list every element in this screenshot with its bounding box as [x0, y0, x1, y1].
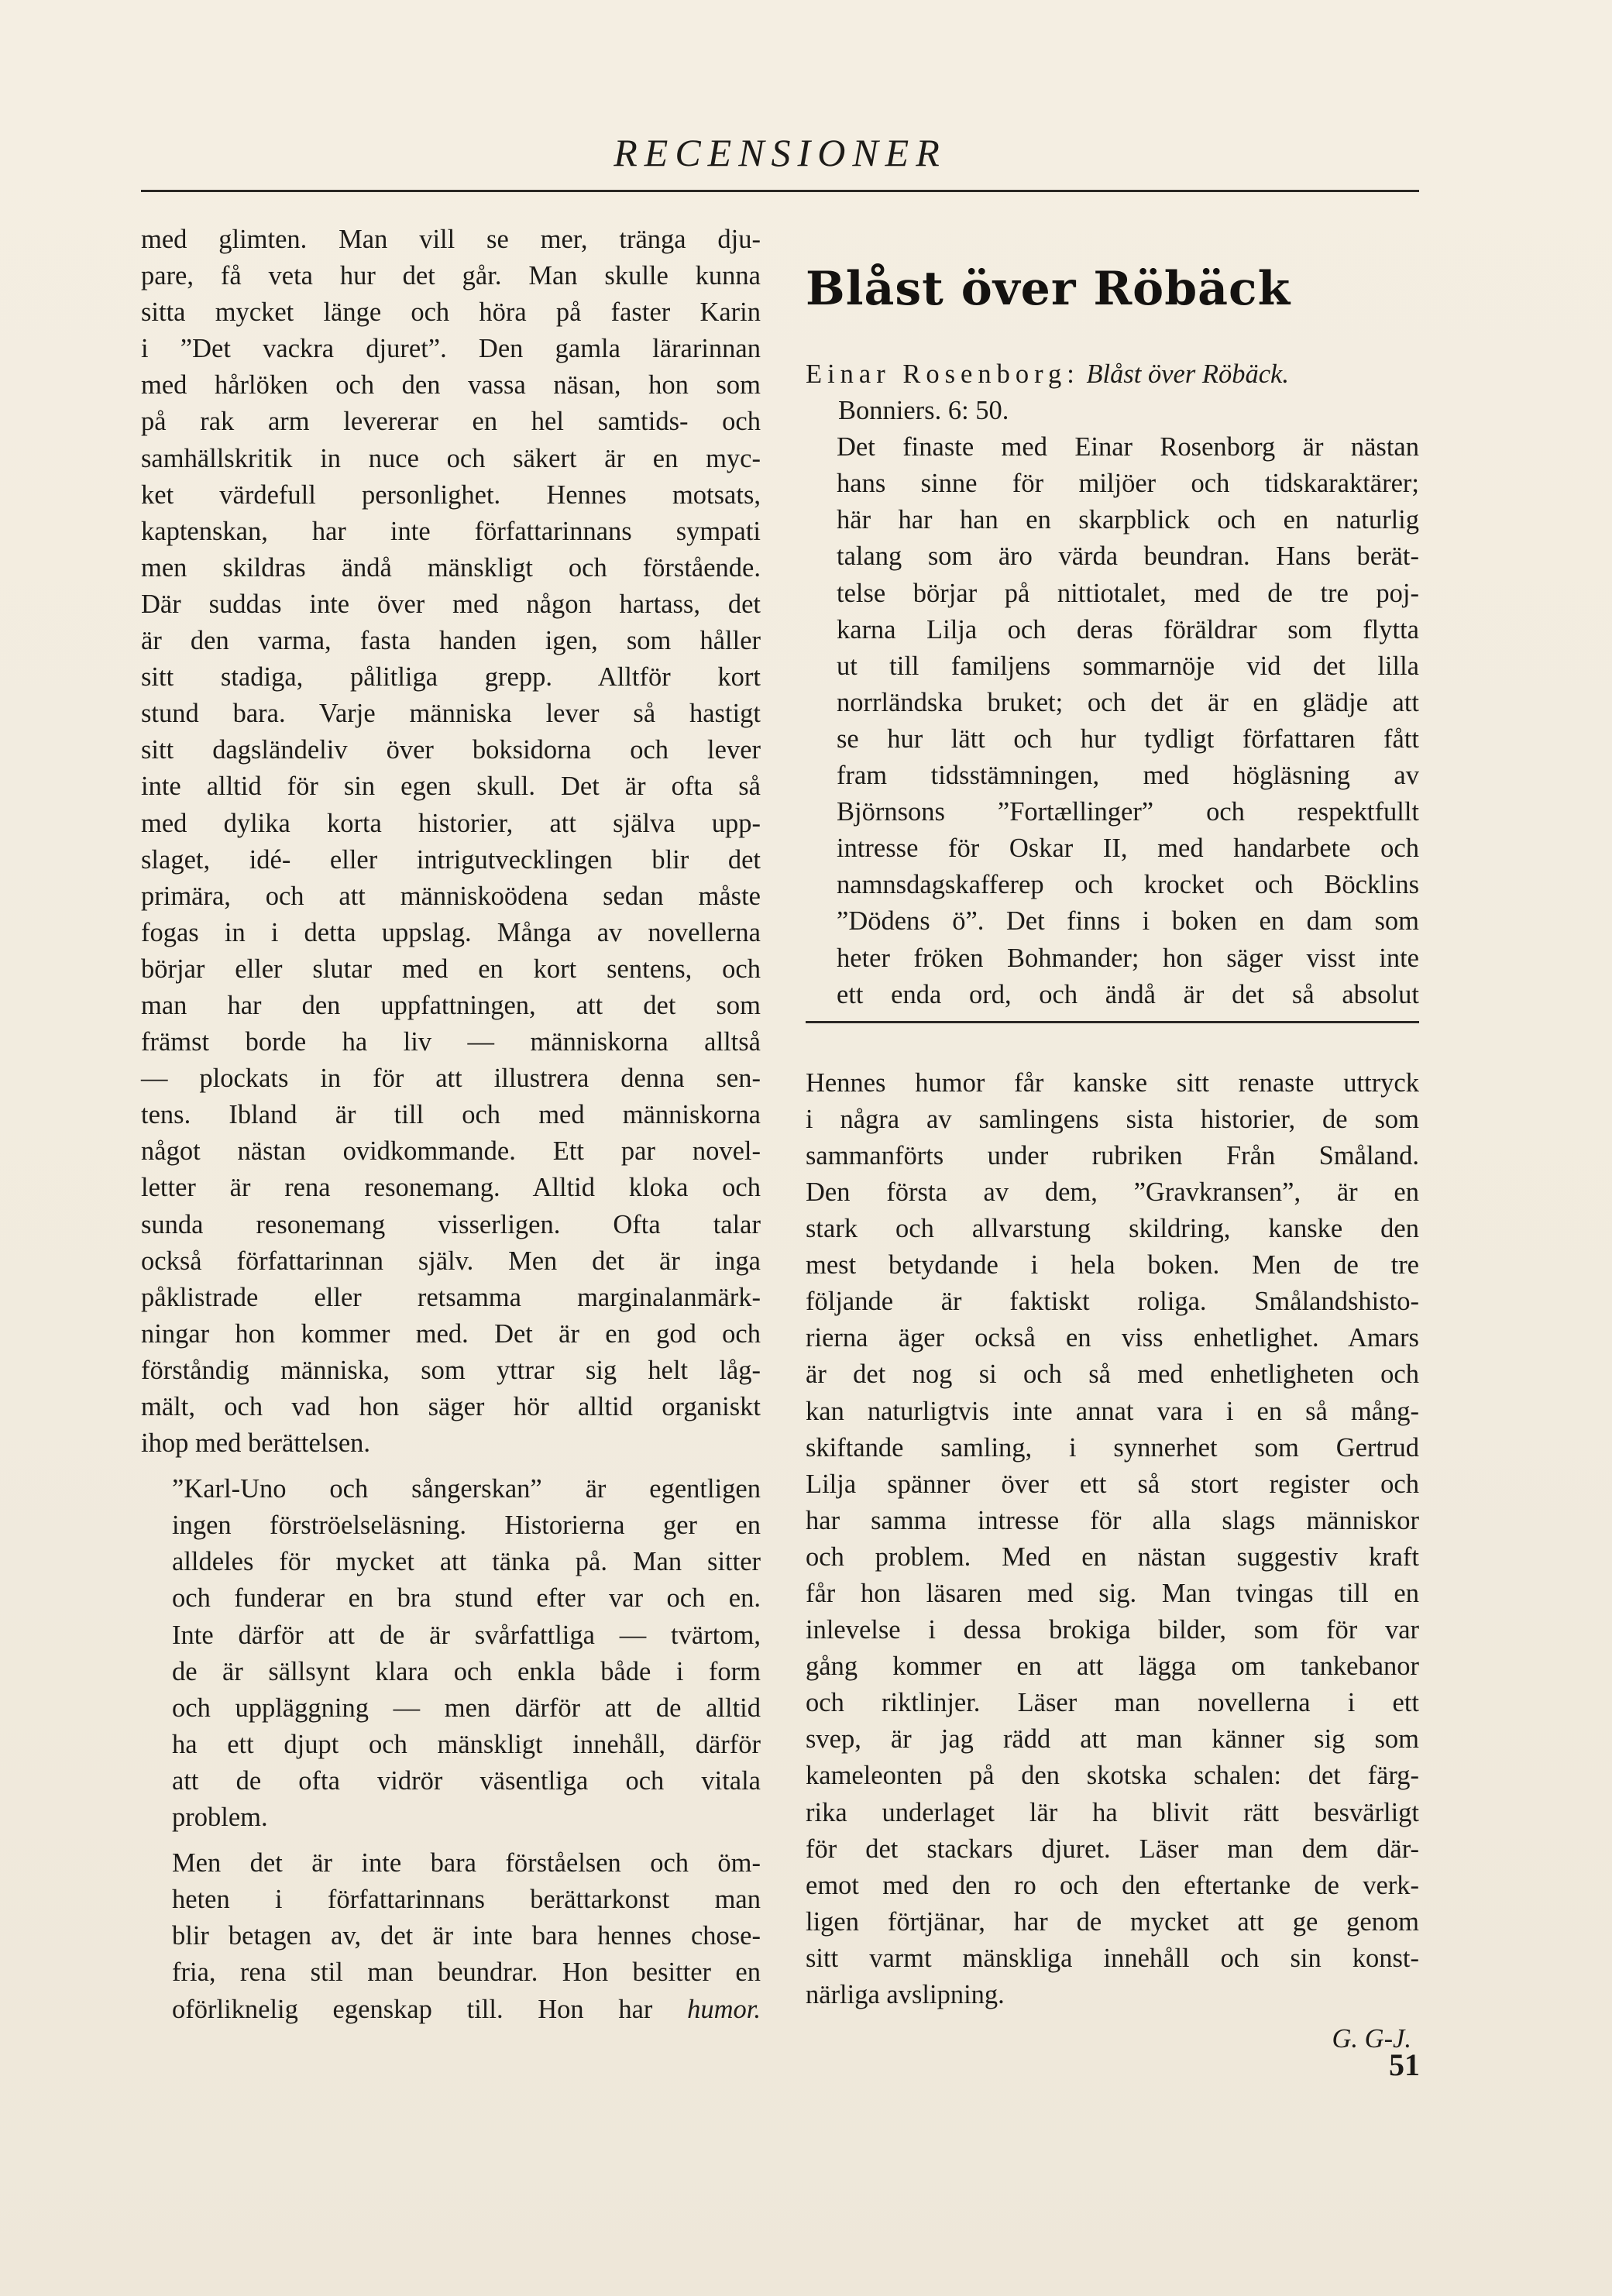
text-line: kaptenskan, har inte författarinnans sympati — [141, 516, 761, 546]
text-line: ligen förtjänar, har de mycket att ge genom — [806, 1906, 1419, 1937]
text-line: men skildras ändå mänskligt och förstående. — [141, 552, 761, 583]
text-line: kameleonten på den skotska schalen: det färg- — [806, 1761, 1419, 1791]
final-line — [141, 1992, 761, 2028]
right-column — [806, 222, 1419, 2057]
header-rule — [141, 190, 1419, 192]
text-line: och riktlinjer. Läser man novellerna i ett — [806, 1688, 1419, 1718]
review-paragraph — [806, 429, 1419, 1013]
text-line: intresse för Oskar II, med handarbete och — [837, 834, 1419, 864]
text-line: ”Dödens ö”. Det finns i boken en dam som — [837, 906, 1419, 937]
text-line: något nästan ovidkommande. Ett par novel- — [141, 1136, 761, 1167]
text-line: med hårlöken och den vassa näsan, hon som — [141, 370, 761, 400]
text-line: ihop med berättelsen. — [141, 1428, 371, 1459]
page-number: 51 — [1389, 2047, 1420, 2082]
text-line: ket värdefull personlighet. Hennes motsats, — [141, 479, 761, 510]
text-line: letter är rena resonemang. Alltid kloka och — [141, 1173, 761, 1203]
column-divider-rule — [806, 1021, 1419, 1023]
text-line: kan naturligtvis inte annat vara i en så mång- — [806, 1396, 1419, 1426]
text-line: tens. Ibland är till och med människorna — [141, 1100, 761, 1130]
text-line: Där suddas inte över med någon hartass, det — [141, 589, 761, 619]
running-head: RECENSIONER — [614, 131, 947, 174]
text-line: att de ofta vidrör väsentliga och vitala — [172, 1765, 761, 1796]
continued-paragraph — [806, 1065, 1419, 2013]
text-line: i ”Det vackra djuret”. Den gamla lärarinnan — [141, 334, 761, 364]
text-line: sitt stadiga, pålitliga grepp. Alltför kort — [141, 662, 761, 693]
text-line: Lilja spänner över ett så stort register och — [806, 1469, 1419, 1499]
text-line: inte alltid för sin egen skull. Det är ofta så — [141, 772, 761, 802]
text-line: ”Karl-Uno och sångerskan” är egentligen — [172, 1474, 761, 1504]
text-line: heten i författarinnans berättarkonst man — [172, 1885, 761, 1915]
text-line: börjar eller slutar med en kort sentens, och — [141, 954, 761, 984]
text-line: samhällskritik in nuce och säkert är en myc- — [141, 443, 761, 473]
text-line: i några av samlingens sista historier, de som — [806, 1104, 1419, 1134]
citation-book-title: Blåst över Röbäck. — [1086, 359, 1289, 389]
left-paragraph-2 — [141, 1471, 761, 1836]
text-line: alldeles för mycket att tänka på. Man sitter — [172, 1547, 761, 1577]
text-line: följande är faktiskt roliga. Smålandshisto- — [806, 1287, 1419, 1317]
left-paragraph-1 — [141, 222, 761, 1462]
text-line: rika underlaget lär ha blivit rätt besvärligt — [806, 1797, 1419, 1827]
text-line: Björnsons ”Fortællinger” och respektfullt — [837, 797, 1419, 827]
text-line: ett enda ord, och ändå är det så absolut — [837, 979, 1419, 1009]
humor-emphasis: humor. — [687, 1994, 761, 2024]
text-line: sitta mycket länge och höra på faster Karin — [141, 297, 761, 328]
text-line: namnsdagskafferep och krocket och Böcklins — [837, 870, 1419, 900]
text-line: mält, och vad hon säger hör alltid organiskt — [141, 1392, 761, 1421]
left-paragraph-3 — [141, 1845, 761, 2027]
text-line: ingen förströelseläsning. Historierna ger en — [172, 1511, 761, 1541]
text-line: sitt varmt mänskliga innehåll och sin konst- — [806, 1943, 1419, 1973]
text-line: svep, är jag rädd att man känner sig som — [806, 1724, 1419, 1755]
text-line: fria, rena stil man beundrar. Hon besitter en — [172, 1957, 761, 1988]
text-line: blir betagen av, det är inte bara hennes chose- — [172, 1921, 761, 1951]
text-line: problem. — [172, 1803, 268, 1833]
text-line: inlevelse i dessa brokiga bilder, som för var — [806, 1615, 1419, 1645]
text-line: och funderar en bra stund efter var och en. — [172, 1583, 761, 1614]
text-line: är den varma, fasta handen igen, som håller — [141, 626, 761, 656]
left-column — [141, 222, 761, 2028]
text-line: närliga avslipning. — [806, 1980, 1005, 2010]
text-line: stark och allvarstung skildring, kanske den — [806, 1214, 1419, 1244]
text-line: karna Lilja och deras föräldrar som flytta — [837, 614, 1419, 644]
text-line: med glimten. Man vill se mer, tränga dju- — [141, 225, 761, 254]
text-line: slaget, idé- eller intrigutvecklingen blir det — [141, 844, 761, 875]
text-line: Den första av dem, ”Gravkransen”, är en — [806, 1177, 1419, 1207]
citation-publisher-price: Bonniers. 6: 50. — [838, 396, 1009, 426]
text-line: de är sällsynt klara och enkla både i form — [172, 1656, 761, 1686]
reviewer-signature: G. G-J. — [1332, 2024, 1411, 2054]
text-line: mest betydande i hela boken. Men de tre — [806, 1250, 1419, 1280]
text-line: emot med den ro och den eftertanke de verk- — [806, 1870, 1419, 1900]
text-line: rierna äger också en viss enhetlighet. Amars — [806, 1323, 1419, 1353]
text-line: fram tidsstämningen, med högläsning av — [837, 761, 1419, 791]
text-line: sammanförts under rubriken Från Småland. — [806, 1140, 1419, 1170]
text-line: förståndig människa, som yttrar sig helt låg- — [141, 1355, 761, 1385]
text-line: här har han en skarpblick och en naturlig — [837, 505, 1419, 535]
book-citation — [806, 356, 1419, 429]
text-line: också författarinnan själv. Men det är inga — [141, 1246, 761, 1276]
text-line: är det nog si och så med enhetligheten och — [806, 1359, 1419, 1390]
text-line: pare, få veta hur det går. Man skulle kunna — [141, 261, 761, 291]
text-line: gång kommer en att lägga om tankebanor — [806, 1652, 1419, 1682]
text-line: primära, och att människoödena sedan måste — [141, 881, 761, 911]
text-line: skiftande samling, i synnerhet som Gertrud — [806, 1432, 1419, 1462]
text-line: med dylika korta historier, att själva upp- — [141, 808, 761, 838]
text-line: har samma intresse för alla slags människor — [806, 1505, 1419, 1535]
text-line: ut till familjens sommarnöje vid det lilla — [837, 651, 1419, 681]
text-line: på rak arm levererar en hel samtids- och — [141, 407, 761, 437]
text-line: hans sinne för miljöer och tidskaraktärer; — [837, 469, 1419, 499]
text-line: talang som äro värda beundran. Hans berät- — [837, 541, 1419, 572]
text-line: sunda resonemang visserligen. Ofta talar — [141, 1209, 761, 1239]
final-line-text: oförliknelig egenskap till. Hon har — [172, 1994, 688, 2024]
text-line: för det stackars djuret. Läser man dem där- — [806, 1834, 1419, 1864]
text-line: sitt dagsländeliv över boksidorna och lever — [141, 735, 761, 765]
text-line: man har den uppfattningen, att det som — [141, 990, 761, 1020]
text-line: Men det är inte bara förståelsen och öm- — [172, 1848, 761, 1878]
text-line: heter fröken Bohmander; hon säger visst inte — [837, 943, 1419, 973]
text-line: Hennes humor får kanske sitt renaste uttryck — [806, 1067, 1419, 1098]
text-line: och problem. Med en nästan suggestiv kraft — [806, 1542, 1419, 1572]
text-line: Det finaste med Einar Rosenborg är nästan — [837, 432, 1419, 462]
text-line: telse börjar på nittiotalet, med de tre poj- — [837, 578, 1419, 608]
text-line: främst borde ha liv — människorna alltså — [141, 1027, 761, 1057]
text-line: — plockats in för att illustrera denna sen- — [141, 1064, 761, 1094]
text-line: se hur lätt och hur tydligt författaren fått — [837, 724, 1419, 754]
review-title: Blåst över Röbäck — [806, 262, 1291, 316]
citation-author: Einar Rosenborg: — [806, 359, 1080, 389]
text-line: stund bara. Varje människa lever så hastigt — [141, 699, 761, 729]
text-line: ha ett djupt och mänskligt innehåll, därför — [172, 1729, 761, 1759]
text-line: får hon läsaren med sig. Man tvingas till en — [806, 1579, 1419, 1608]
text-line: norrländska bruket; och det är en glädje att — [837, 687, 1419, 717]
text-line: påklistrade eller retsamma marginalanmärk- — [141, 1282, 761, 1312]
text-line: ningar hon kommer med. Det är en god och — [141, 1318, 761, 1349]
citation-line — [806, 356, 1419, 393]
text-line: Inte därför att de är svårfattliga — tvärtom, — [172, 1620, 761, 1650]
text-line: och uppläggning — men därför att de alltid — [172, 1693, 761, 1723]
text-line: fogas in i detta uppslag. Många av novellerna — [141, 917, 761, 947]
